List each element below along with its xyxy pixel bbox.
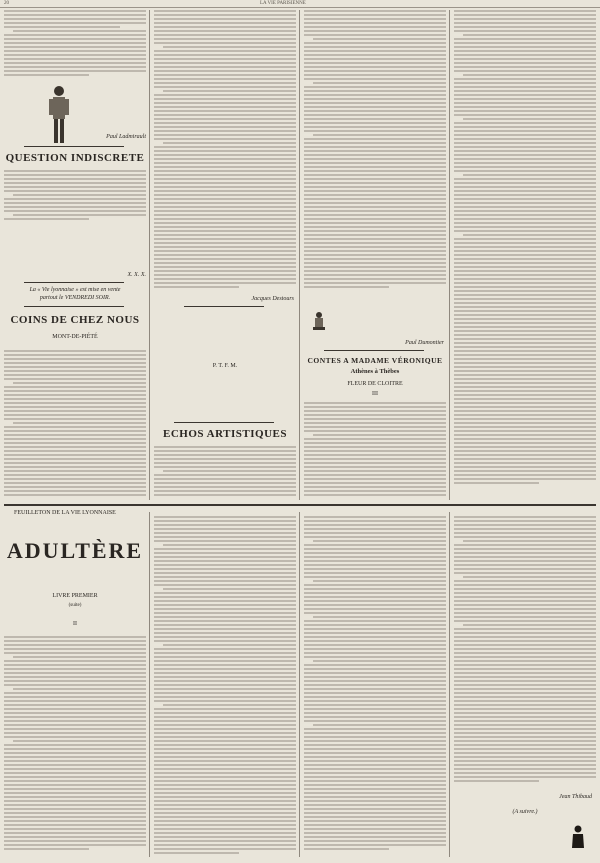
- feuilleton-book: LIVRE PREMIER: [52, 593, 98, 599]
- author-signature: Jean Thibaud: [559, 794, 592, 800]
- article-text: [304, 10, 446, 300]
- article-subtitle: MONT-DE-PIÉTÉ: [52, 334, 98, 340]
- feuilleton-column-2: [154, 516, 296, 858]
- feuilleton-column-1: [4, 516, 146, 858]
- feuilleton-chapter: (suite): [68, 603, 82, 608]
- column-rule: [299, 10, 300, 500]
- feuilleton-column-4: [454, 516, 596, 858]
- newspaper-title: LA VIE PARISIENNE: [260, 1, 306, 6]
- article-text: [454, 10, 596, 498]
- feuilleton-column-3: [304, 516, 446, 858]
- article-text: [4, 350, 146, 498]
- feuilleton-rule: [4, 504, 596, 506]
- column-4: [454, 10, 596, 498]
- column-rule: [149, 512, 150, 857]
- article-text: [154, 10, 296, 296]
- article-text: [454, 516, 596, 786]
- page-number: 20: [4, 1, 9, 6]
- column-rule: [449, 512, 450, 857]
- separator: [184, 306, 264, 307]
- small-figure-illustration: [310, 310, 328, 332]
- article-text: [4, 636, 146, 858]
- signature: Paul Dumontier: [405, 340, 444, 346]
- signature: X. X. X.: [127, 272, 146, 278]
- article-title: QUESTION INDISCRETE: [5, 152, 145, 164]
- article-title: COINS DE CHEZ NOUS: [10, 314, 140, 326]
- separator: [24, 146, 124, 147]
- article-text: [304, 516, 446, 858]
- article-text: [304, 402, 446, 498]
- article-subtitle: Athènes à Thèbes: [350, 368, 400, 375]
- feuilleton-label: FEUILLETON DE LA VIE LYONNAISE: [14, 510, 116, 516]
- column-rule: [149, 10, 150, 500]
- article-part-number: III: [372, 391, 378, 397]
- article-title: ECHOS ARTISTIQUES: [163, 428, 287, 440]
- separator: [174, 422, 274, 423]
- column-2: [154, 10, 296, 498]
- silhouette-illustration: [570, 824, 586, 850]
- to-be-continued: (A suivre.): [512, 809, 538, 815]
- separator: [24, 282, 124, 283]
- article-title: CONTES A MADAME VÉRONIQUE: [307, 356, 443, 365]
- article-text: [154, 516, 296, 858]
- page-header: [0, 0, 600, 8]
- separator: [324, 350, 424, 351]
- column-1: [4, 10, 146, 498]
- letters: P. T. F. M.: [212, 363, 238, 369]
- signature: Jacques Destours: [251, 296, 294, 302]
- notice-line: La « Vie lyonnaise » est mise en vente: [29, 287, 121, 293]
- column-rule: [449, 10, 450, 500]
- feuilleton-part-number: II: [73, 621, 77, 627]
- article-text: [4, 10, 146, 80]
- separator: [24, 306, 124, 307]
- article-text: [4, 170, 146, 230]
- article-text: [154, 446, 296, 498]
- notice-line: partout le VENDREDI SOIR.: [39, 295, 111, 301]
- feuilleton-title: ADULTÈRE: [6, 538, 144, 563]
- column-rule: [299, 512, 300, 857]
- column-3: [304, 10, 446, 498]
- signature: Paul Ladmirault: [106, 134, 146, 140]
- article-part-title: FLEUR DE CLOITRE: [347, 381, 403, 387]
